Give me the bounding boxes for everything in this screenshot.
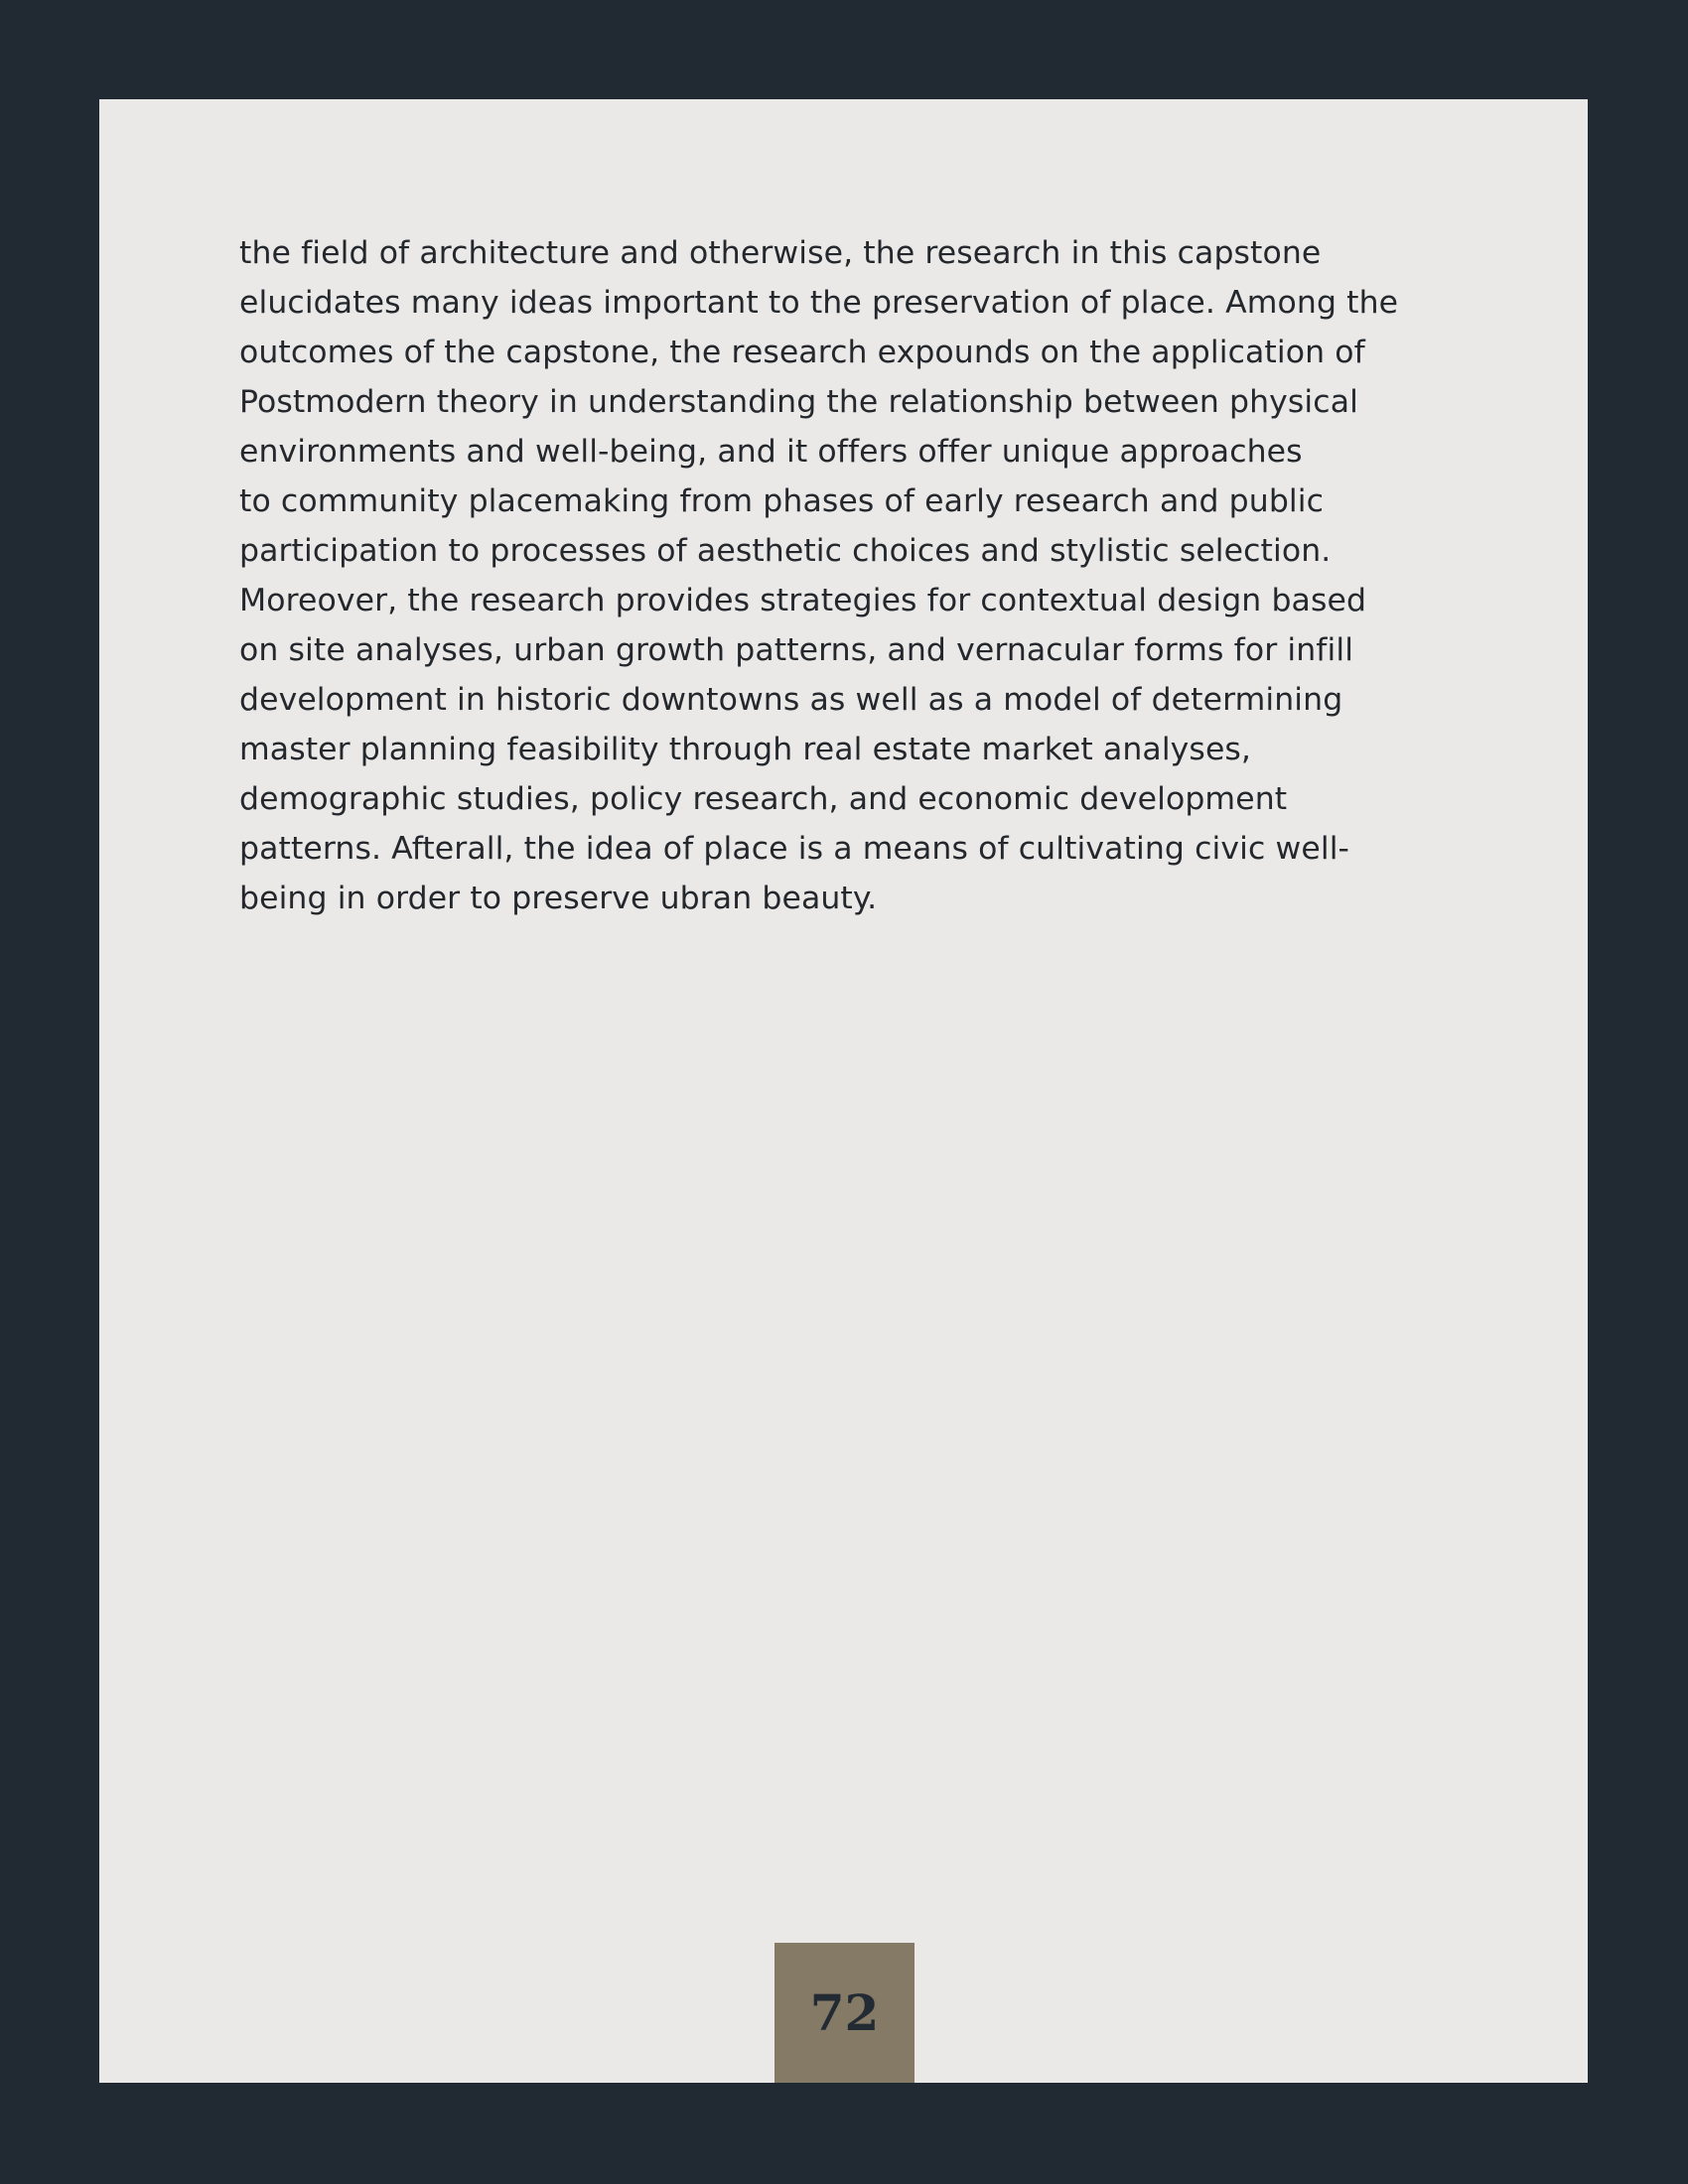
paragraph-line: master planning feasibility through real estate market analyses, — [239, 732, 1252, 767]
page-number: 72 — [809, 1982, 880, 2042]
paragraph-line: elucidates many ideas important to the preservation of place. Among the — [239, 285, 1399, 321]
paragraph-line: the field of architecture and otherwise, the research in this capstone — [239, 235, 1322, 271]
paragraph-line: outcomes of the capstone, the research expounds on the application of — [239, 335, 1365, 370]
paragraph-line: being in order to preserve ubran beauty. — [239, 881, 878, 916]
document-page — [99, 99, 1588, 2083]
paragraph-line: to community placemaking from phases of early research and public — [239, 483, 1325, 519]
paragraph-line: environments and well-being, and it offers offer unique approaches — [239, 434, 1303, 470]
paragraph-line: development in historic downtowns as well as a model of determining — [239, 682, 1343, 718]
body-paragraph — [239, 228, 1530, 923]
paragraph-line: demographic studies, policy research, and economic development — [239, 781, 1288, 817]
paragraph-line: patterns. Afterall, the idea of place is a means of cultivating civic well- — [239, 831, 1350, 867]
paragraph-line: Postmodern theory in understanding the relationship between physical — [239, 384, 1358, 420]
paragraph-line: on site analyses, urban growth patterns, and vernacular forms for infill — [239, 632, 1354, 668]
paragraph-line: participation to processes of aesthetic choices and stylistic selection. — [239, 533, 1332, 569]
page-number-badge — [774, 1943, 914, 2083]
paragraph-line: Moreover, the research provides strategies for contextual design based — [239, 583, 1367, 618]
